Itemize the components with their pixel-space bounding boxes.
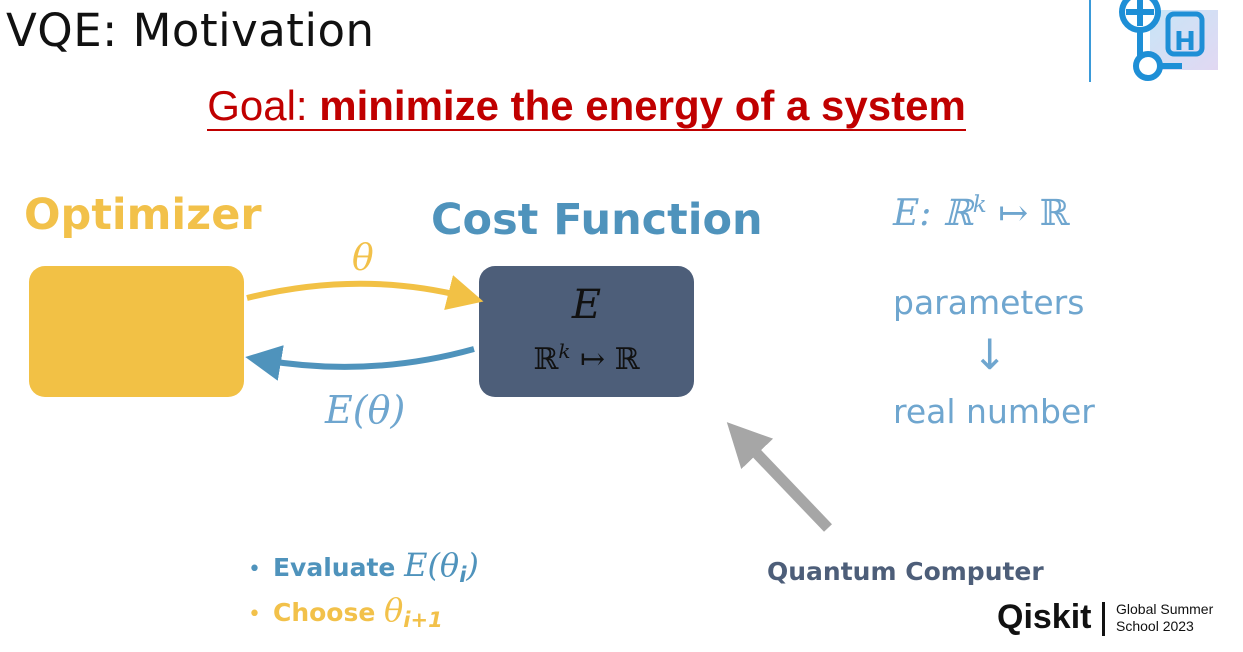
energy-mapping xyxy=(893,192,1070,234)
bullet-math: θ xyxy=(384,591,404,629)
bullet-choose xyxy=(248,591,443,632)
down-arrow-icon: ↓ xyxy=(972,330,1008,379)
bullet-math-end: ) xyxy=(466,546,479,584)
energy-map-suffix: ↦ ℝ xyxy=(986,193,1070,234)
domain-exponent: k xyxy=(558,339,571,363)
energy-map-prefix: E: ℝ xyxy=(893,193,973,234)
brand-divider xyxy=(1102,602,1105,636)
quantum-computer-label: Quantum Computer xyxy=(767,557,1044,586)
bullet-dot-icon: • xyxy=(248,602,261,627)
bullet-subscript: i+1 xyxy=(403,608,443,632)
bullet-text: Choose xyxy=(272,598,385,627)
cost-symbol: E xyxy=(571,282,602,328)
backward-arrow xyxy=(263,349,474,367)
qiskit-brand: Qiskit xyxy=(997,598,1092,636)
bullet-subscript: i xyxy=(459,563,467,587)
energy-map-exponent: k xyxy=(972,192,987,218)
real-number-label: real number xyxy=(893,392,1095,431)
slide-title: VQE: Motivation xyxy=(6,4,375,57)
parameters-label: parameters xyxy=(893,283,1085,322)
domain-symbol: ℝ xyxy=(533,342,559,377)
bullet-math: E(θ xyxy=(404,546,460,584)
goal-text: minimize the energy of a system xyxy=(319,82,966,129)
optimizer-label: Optimizer xyxy=(24,190,262,240)
bullet-text: Evaluate xyxy=(272,553,405,582)
forward-arrow xyxy=(247,284,466,298)
goal-prefix: Goal: xyxy=(207,82,320,129)
bullet-dot-icon: • xyxy=(248,557,261,582)
logo-letter: H xyxy=(1174,27,1196,57)
cost-function-label: Cost Function xyxy=(431,195,763,245)
bullet-evaluate xyxy=(248,546,479,587)
event-name-line1: Global Summer xyxy=(1116,601,1214,617)
quantum-computer-arrow xyxy=(742,438,828,528)
codomain-symbol: ↦ ℝ xyxy=(570,342,640,377)
forward-arrow-label: θ xyxy=(352,238,374,279)
event-name-line2: School 2023 xyxy=(1116,618,1194,634)
backward-arrow-label: E(θ) xyxy=(325,388,406,432)
